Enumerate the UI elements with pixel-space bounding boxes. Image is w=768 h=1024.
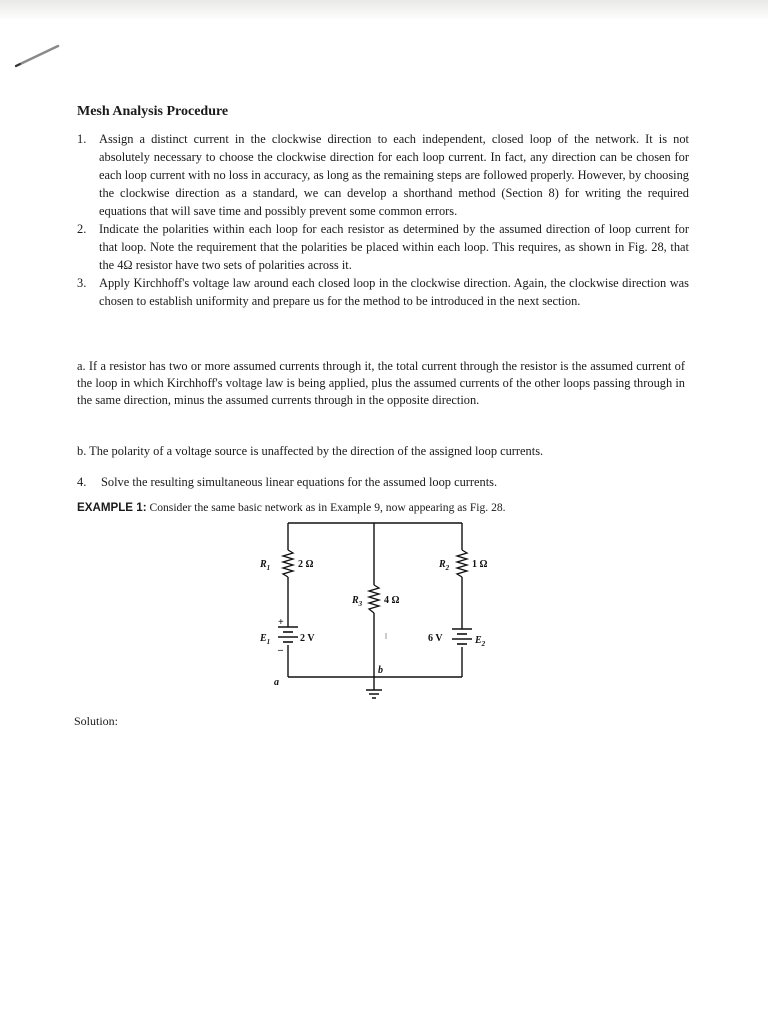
step-number: 2. [77,222,87,236]
procedure-step [77,130,689,220]
note-b-paragraph: b. The polarity of a voltage source is unaffected by the direction of the assigned loop currents. [77,444,544,458]
circuit-wires [288,523,462,690]
page-top-edge [0,0,768,20]
note-a-paragraph: a. If a resistor has two or more assumed currents through it, the total current through the resistor is the assumed current of the loop in which Kirchhoff's voltage law is being applied, plus the assumed currents of the other loops passing through in the same direction, minus the assumed currents through in the opposite direction. [77,359,685,407]
procedure-step-4 [77,473,689,491]
step-number: 4. [77,475,87,489]
r2-label: $R_2$ [439,559,450,572]
r1-label: $R_1$ [260,559,271,572]
resistor-r3-icon [369,585,379,613]
ground-icon [366,690,382,698]
step-number: 3. [77,276,87,290]
procedure-step [77,220,689,274]
procedure-step [77,274,689,310]
node-a-label: a [274,677,279,688]
battery-e1-icon [278,627,298,642]
step-number: 1. [77,132,87,146]
circuit-diagram [240,515,488,695]
e1-label: $E_1$ [260,633,271,646]
pen-stroke-mark [14,40,64,70]
step-text: Solve the resulting simultaneous linear equations for the assumed loop currents. [101,475,498,489]
step-text: Indicate the polarities within each loop for each resistor as determined by the assumed direction of loop current for that loop. Note the requirement that the polarities be placed within each loop. This requires, as shown in Fig. 28, that the 4Ω resistor have two sets of polarities across it. [99,222,689,272]
battery-e2-icon [452,629,472,644]
e1-plus-sign: + [278,617,284,628]
procedure-steps-list [77,130,689,310]
solution-label: Solution: [74,714,119,728]
section-heading: Mesh Analysis Procedure [77,104,229,119]
example-text: Consider the same basic network as in Example 9, now appearing as Fig. 28. [146,501,506,514]
step-text: Assign a distinct current in the clockwise direction to each independent, closed loop of the network. It is not absolutely necessary to choose the clockwise direction for each loop current. In fact, any direction can be chosen for each loop current with no loss in accuracy, as long as the remaining steps are followed properly. However, by choosing the clockwise direction as a standard, we can develop a shorthand method (Section 8) for writing the required equations that will save time and possibly prevent some common errors. [99,132,689,218]
step-text: Apply Kirchhoff's voltage law around each closed loop in the clockwise direction. Again, the clockwise direction was chosen to establish uniformity and prepare us for the method to be introduced in the next section. [99,276,689,308]
r2-value: 1 Ω [472,559,488,570]
r3-value: 4 Ω [384,595,400,606]
resistor-r1-icon [283,550,293,577]
e1-minus-sign: – [278,645,283,656]
e2-label: $E_2$ [475,635,486,648]
example-label: EXAMPLE 1: [77,501,147,514]
e1-value: 2 V [300,633,315,644]
example-caption [77,501,506,514]
node-b-label: b [378,665,383,676]
r1-value: 2 Ω [298,559,314,570]
e2-value: 6 V [428,633,443,644]
resistor-r2-icon [457,550,467,577]
r3-label: $R_3$ [352,595,363,608]
